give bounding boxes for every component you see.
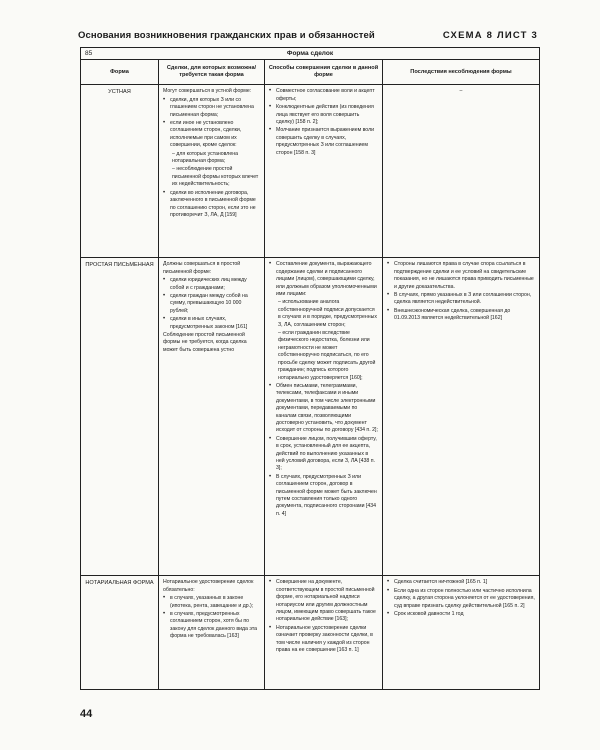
methods-cell bbox=[265, 85, 383, 257]
bullet-item: • Составление документа, выражающего содержание сделки и подписанного лицами (лицом), совершающими сделку, или должным образом уполномоченными ими лицами: bbox=[269, 261, 378, 298]
bullet-item: • Если одна из сторон полностью или частично исполнила сделку, а другая сторона уклоняется от ее удостоверения, суд вправе признать сделку действительной [165 п. 2] bbox=[387, 588, 535, 610]
bullet-item: • Срок исковой давности 1 год bbox=[387, 611, 535, 618]
table-number: 85 bbox=[85, 50, 93, 57]
bullet-item: • Молчание признается выражением воли совершить сделку в случаях, предусмотренных З или соглашением сторон [158 п. 3] bbox=[269, 127, 378, 157]
column-header-form: Форма bbox=[81, 60, 159, 84]
table-row-notarial bbox=[81, 576, 539, 689]
bullet-item: • Совершение на документе, соответствующем в простой письменной форме, его нотариальной надписи нотариусом или другим должностным лицом, имеющим право совершать такое нотариальное действие [163]; bbox=[269, 579, 378, 623]
bullet-item: • Нотариальное удостоверение сделки означает проверку законности сделки, в том числе наличия у каждой из сторон права на ее совершение [163 п. 1] bbox=[269, 625, 378, 655]
deals-cell bbox=[159, 258, 265, 575]
scheme-label: СХЕМА 8 ЛИСТ 3 bbox=[442, 30, 538, 41]
section-title: Основания возникновения гражданских прав и обязанностей bbox=[78, 30, 375, 41]
bullet-item: • В случаях, предусмотренных З или соглашением сторон, договор в письменной форме может быть заключен путем составления только одного документа, подписанного сторонами [434 п. 4] bbox=[269, 474, 378, 518]
dash-item: – несоблюдение простой письменной формы которых влечет их недействительность; bbox=[172, 166, 259, 188]
text-paragraph: Соблюдение простой письменной формы не требуется, когда сделка может быть совершена устно bbox=[163, 332, 247, 353]
bullet-item: • Совершение лицом, получившим оферту, в срок, установленный для ее акцепта, действий по выполнению указанных в ней условий договора, если З, ЛА [438 п. 3]; bbox=[269, 436, 378, 473]
bullet-item: • В случаях, прямо указанных в З или соглашении сторон, сделка является недействительной. bbox=[387, 292, 535, 307]
bullet-item: • Сделка считается ничтожной [165 п. 1] bbox=[387, 579, 535, 586]
dash-item: – для которых установлена нотариальная форма; bbox=[172, 150, 238, 165]
bullet-item: • сделки во исполнение договора, заключенного в письменной форме по соглашению сторон, если это не противоречит З, ЛА, Д [159] bbox=[163, 190, 260, 220]
page-header bbox=[78, 30, 538, 46]
form-name-cell: ПРОСТАЯ ПИСЬМЕННАЯ bbox=[81, 258, 159, 575]
table-row-oral bbox=[81, 85, 539, 258]
consequences-cell bbox=[383, 576, 539, 689]
bullet-item: • в случаях, указанных в законе (ипотека, рента, завещание и др.); bbox=[163, 595, 260, 610]
methods-cell bbox=[265, 258, 383, 575]
text-paragraph: – bbox=[459, 88, 463, 95]
bullet-item: • если иное не установлено соглашением сторон, сделки, исполняемые при самом их совершении, кроме сделок: bbox=[163, 120, 260, 150]
bullet-item: • Обмен письмами, телеграммами, телексами, телефаксами и иными документами, в том числе электронными документами, передаваемыми по каналам связи, позволяющими достоверно установить, что документ исходит от стороны по договору [434 п. 2]; bbox=[269, 383, 378, 435]
dash-item: – если гражданин вследствие физического недостатка, болезни или неграмотности не может собственноручно подписаться, по его просьбе сделку может подписать другой гражданин; подпись которого нотариально удостоверяется [160]; bbox=[278, 330, 376, 381]
bullet-item: • сделки юридических лиц между собой и с гражданами; bbox=[163, 277, 260, 292]
text-paragraph: Могут совершаться в устной форме: bbox=[163, 88, 252, 95]
bullet-item: • в случаях, предусмотренных соглашением сторон, хотя бы по закону для сделок данного вида эта форма не требовалась [163] bbox=[163, 611, 260, 641]
dash-item: – использование аналога собственноручной подписи допускается в случаях и в порядке, предусмотренных З, ЛА, соглашением сторон; bbox=[278, 299, 377, 328]
consequences-cell bbox=[383, 85, 539, 257]
column-header-deals: Сделки, для которых возможна/ требуется такая форма bbox=[159, 60, 265, 84]
bullet-item: • сделки, для которых З или со глашением сторон не установлена письменная форма; bbox=[163, 97, 260, 119]
deal-forms-table bbox=[80, 47, 540, 690]
deals-cell bbox=[159, 576, 265, 689]
table-title: Форма сделок bbox=[286, 50, 334, 57]
form-name-cell: УСТНАЯ bbox=[81, 85, 159, 257]
bullet-item: • сделки в иных случаях, предусмотренных законом [161] bbox=[163, 316, 260, 331]
consequences-cell bbox=[383, 258, 539, 575]
table-caption bbox=[81, 48, 539, 60]
page-number: 44 bbox=[80, 708, 93, 720]
bullet-item: • Совместное согласование воли и акцепт оферты; bbox=[269, 88, 378, 103]
column-header-methods: Способы совершения сделки в данной форме bbox=[265, 60, 383, 84]
deals-cell bbox=[159, 85, 265, 257]
text-paragraph: Нотариальное удостоверение сделок обязательно: bbox=[163, 579, 254, 593]
bullet-item: • Стороны лишаются права в случае спора ссылаться в подтверждение сделки и ее условий на свидетельские показания, но не лишаются права приводить письменные и другие доказательства. bbox=[387, 261, 535, 291]
text-paragraph: Должны совершаться в простой письменной форме: bbox=[163, 261, 241, 275]
table-header-row bbox=[81, 60, 539, 85]
bullet-item: • Внешнеэкономическая сделка, совершенная до 01.09.2013 является недействительной [162] bbox=[387, 308, 535, 323]
column-header-consequences: Последствия несоблюдения формы bbox=[410, 68, 512, 75]
methods-cell bbox=[265, 576, 383, 689]
bullet-item: • Конклюдентные действия (из поведения лица явствует его воля совершить сделку) [158 п. 2]; bbox=[269, 104, 378, 126]
form-name-cell: НОТАРИАЛЬНАЯ ФОРМА bbox=[81, 576, 159, 689]
bullet-item: • сделки граждан между собой на сумму, превышающую 10 000 рублей; bbox=[163, 293, 260, 315]
table-row-simple-written bbox=[81, 258, 539, 576]
